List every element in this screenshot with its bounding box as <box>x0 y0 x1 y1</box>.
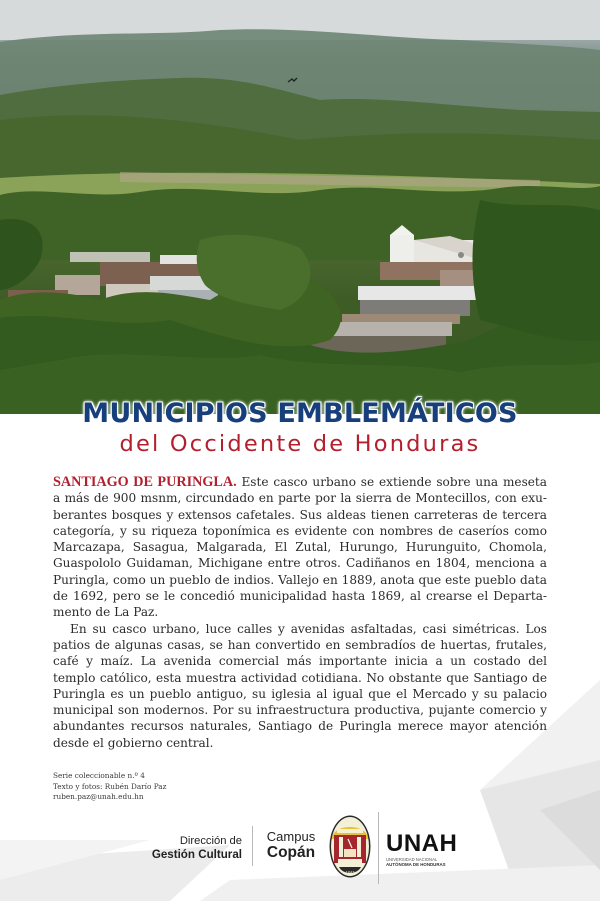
hero-photo <box>0 0 600 414</box>
paragraph-1-text: Este casco urbano se extiende sobre una meseta a más de 900 msnm, circundado en parte por la sierra de Montecillos, con exuberantes bosques y extensos cafetales. Sus aldeas tienen carreteras de tercera categoría, y su riqueza toponímica es evidente con nombres de caseríos como Marcazapa, Sasagua, Malgarada, El Zutal, Hurungo, Hurunguito, Chomola, Guaspololo Guidaman, Michigane entre otros. Cadiñanos en 1804, menciona a Puringla, como un pueblo de indios. Vallejo en 1889, anota que este pueblo data de 1692, pero se le concedió municipalidad hasta 1869, al crearse el Departamento de La Paz. <box>53 475 547 620</box>
unah-wordmark: UNAH <box>386 830 458 857</box>
campus-line-1: Campus <box>266 829 316 844</box>
unah-subline-2: AUTÓNOMA DE HONDURAS <box>386 862 446 867</box>
campus-line-2: Copán <box>266 844 316 861</box>
unah-seal-icon <box>329 815 371 878</box>
gestion-cultural-logo <box>150 834 242 862</box>
article-lead-heading: SANTIAGO DE PURINGLA. <box>53 474 237 490</box>
series-number: Serie coleccionable n.º 4 <box>53 771 145 780</box>
article-body <box>53 474 547 751</box>
unah-subline-1: UNIVERSIDAD NACIONAL <box>386 857 438 862</box>
author-credit: Texto y fotos: Rubén Darío Paz <box>53 781 167 791</box>
paragraph-2: En su casco urbano, luce calles y avenidas asfaltadas, casi simétricas. Los patios de algunas casas, se han convertido en sembradíos de huertas, frutales, café y maíz. La avenida comercial más importante inicia a un costado del templo católico, esta muestra actividad cotidiana. No obstante que Santiago de Puringla es un pueblo antiguo, su iglesia al igual que el Mercado y su palacio municipal son modernos. Por su infraestructura productiva, pujante comercio y abundantes recursos naturales, Santiago de Puringla merece mayor atención desde el gobierno central. <box>53 621 547 750</box>
dgc-line-2: Gestión Cultural <box>151 848 242 861</box>
unah-logo <box>386 832 457 867</box>
divider <box>252 826 253 866</box>
author-email: ruben.paz@unah.edu.hn <box>53 792 144 801</box>
dgc-line-1: Dirección de <box>179 835 242 847</box>
campus-copan-logo <box>262 830 320 861</box>
page-subtitle: del Occidente de Honduras <box>119 431 481 457</box>
town-landscape-illustration <box>0 0 600 414</box>
credits <box>53 771 166 803</box>
header <box>0 398 600 468</box>
paragraph-1 <box>53 474 547 621</box>
svg-text:1847: 1847 <box>345 870 355 875</box>
divider <box>378 812 379 884</box>
page-title: MUNICIPIOS EMBLEMÁTICOS <box>82 398 518 429</box>
